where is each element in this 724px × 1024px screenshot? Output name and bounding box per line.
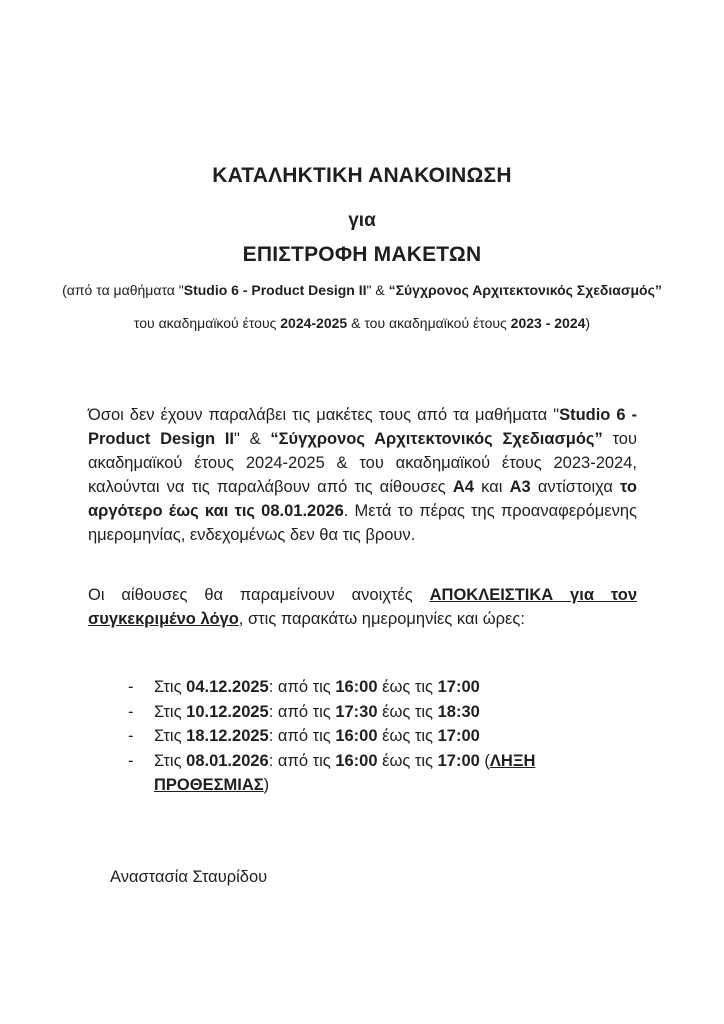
doc-title-line-2: για: [348, 210, 376, 231]
paragraph-pickup-info: Όσοι δεν έχουν παραλάβει τις μακέτες τους από τα μαθήματα "Studio 6 - Product Design II" & “Σύγχρονος Αρχιτεκτονικός Σχεδιασμός” του ακαδημαϊκού έτους 2024-2025 & του ακαδημαϊκού έτους 2023-2024, καλούνται να τις παραλάβουν από τις αίθουσες Α4 και Α3 αντίστοιχα το αργότερο έως και τις 08.01.2026. Μετά το πέρας της προαναφερόμενης ημερομηνίας, ενδεχομένως δεν θα τις βρουν.: [88, 406, 638, 544]
schedule-item-2: [128, 700, 637, 725]
paragraph-rooms-open-info: Οι αίθουσες θα παραμείνουν ανοιχτές ΑΠΟΚΛΕΙΣΤΙΚΑ για τον συγκεκριμένο λόγο, στις παρακάτω ημερομηνίες και ώρες:: [88, 586, 637, 628]
doc-subtitle-line-1: (από τα μαθήματα "Studio 6 - Product Design II" & “Σύγχρονος Αρχιτεκτονικός Σχεδιασμός”: [62, 282, 662, 298]
schedule-item-1: [128, 675, 637, 700]
schedule-list: [128, 675, 637, 798]
dash-bullet: -: [128, 702, 134, 721]
doc-title-line-1: ΚΑΤΑΛΗΚΤΙΚΗ ΑΝΑΚΟΙΝΩΣΗ: [212, 164, 512, 187]
schedule-item-1-text: Στις 04.12.2025: από τις 16:00 έως τις 17:00: [154, 678, 480, 696]
doc-header: [0, 0, 724, 333]
dash-bullet: -: [128, 727, 134, 745]
dash-bullet: -: [128, 678, 134, 696]
doc-title-line-3: ΕΠΙΣΤΡΟΦΗ ΜΑΚΕΤΩΝ: [242, 243, 482, 266]
dash-bullet: -: [128, 751, 134, 770]
doc-body: [88, 403, 637, 888]
schedule-item-4-text: Στις 08.01.2026: από τις 16:00 έως τις 17:00 (ΛΗΞΗ ΠΡΟΘΕΣΜΙΑΣ): [154, 751, 536, 794]
doc-subtitle-line-2: του ακαδημαϊκού έτους 2024-2025 & του ακαδημαϊκού έτους 2023 - 2024): [133, 315, 591, 331]
schedule-item-3-text: Στις 18.12.2025: από τις 16:00 έως τις 17:00: [154, 727, 480, 745]
signature-name: Αναστασία Σταυρίδου: [110, 867, 268, 886]
schedule-item-3: [128, 724, 637, 749]
schedule-item-4: [128, 749, 637, 798]
schedule-item-2-text: Στις 10.12.2025: από τις 17:30 έως τις 18:30: [154, 702, 480, 721]
